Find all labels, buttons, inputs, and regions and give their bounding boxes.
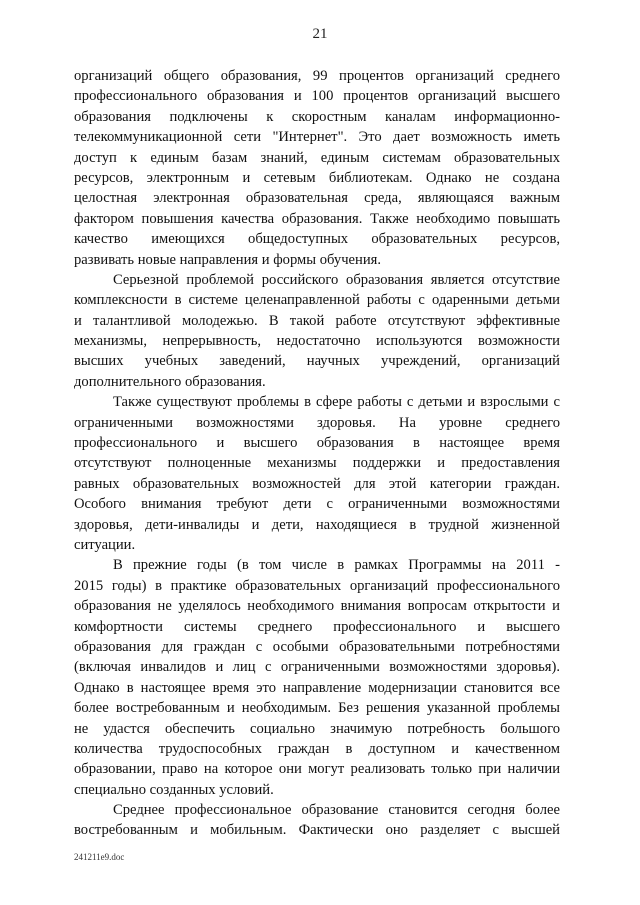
paragraph-line: механизмы, непрерывность, недостаточно используются возможности [74,333,560,350]
paragraph [74,555,560,800]
paragraph [74,392,560,555]
paragraph-line: развивать новые направления и формы обучения. [74,251,382,268]
paragraph-line: специально созданных условий. [74,781,274,798]
paragraph-line: здоровья, дети-инвалиды и дети, находящиеся в трудной жизненной [74,516,560,533]
paragraph-line: ресурсов, электронным и сетевым библиотекам. Однако не создана [74,169,560,186]
paragraph-line: равных образовательных возможностей для этой категории граждан. [74,475,560,492]
paragraph-line: В прежние годы (в том числе в рамках Программы на 2011 - [113,557,560,574]
paragraph-line: телекоммуникационной сети "Интернет". Это дает возможность иметь [74,129,560,146]
paragraph-line: образования не уделялось необходимого внимания вопросам открытости и [74,598,560,615]
paragraph-line: Серьезной проблемой российского образования является отсутствие [113,271,560,288]
paragraph-line: доступ к единым базам знаний, единым системам образовательных [74,149,560,166]
paragraph-line: высших учебных заведений, научных учреждений, организаций [74,353,560,370]
paragraph-line: востребованным и мобильным. Фактически оно разделяет с высшей [74,822,560,839]
paragraph-line: Среднее профессиональное образование становится сегодня более [113,802,560,819]
paragraph-line: более востребованным и необходимым. Без решения указанной проблемы [74,700,560,717]
document-body [74,66,560,841]
paragraph-line: ситуации. [74,536,136,553]
paragraph-line: отсутствуют полноценные механизмы поддержки и предоставления [74,455,560,472]
paragraph-line: образовании, право на которое они могут реализовать только при наличии [74,761,560,778]
paragraph-line: Однако в настоящее время это направление модернизации становится все [74,679,560,696]
paragraph [74,66,560,270]
paragraph-line: целостная электронная образовательная среда, являющаяся важным [74,190,560,207]
paragraph [74,800,560,841]
paragraph-line: профессионального и высшего образования в настоящее время [74,435,560,452]
paragraph-line: образования для граждан с особыми образовательными потребностями [74,638,560,655]
paragraph-line: профессионального образования и 100 процентов организаций высшего [74,88,560,105]
paragraph-line: ограниченными возможностями здоровья. На уровне среднего [74,414,560,431]
paragraph-line: 2015 годы) в практике образовательных организаций профессионального [74,577,560,594]
paragraph-line: количества трудоспособных граждан в доступном и качественном [74,740,560,757]
paragraph-line: комплексности в системе целенаправленной работы с одаренными детьми [74,292,560,309]
paragraph-line: (включая инвалидов и лиц с ограниченными возможностями здоровья). [74,659,560,676]
paragraph-line: не удастся обеспечить социально значимую потребность большого [74,720,560,737]
paragraph-line: качество имеющихся общедоступных образовательных ресурсов, [74,231,560,248]
paragraph-line: дополнительного образования. [74,373,266,390]
paragraph-line: Также существуют проблемы в сфере работы с детьми и взрослыми с [113,394,560,411]
paragraph [74,270,560,392]
paragraph-line: Особого внимания требуют дети с ограниченными возможностями [74,496,560,513]
page-number: 21 [312,26,328,42]
paragraph-line: и талантливой молодежью. В такой работе отсутствуют эффективные [74,312,560,329]
paragraph-line: организаций общего образования, 99 процентов организаций среднего [74,68,560,84]
paragraph-line: образования подключены к скоростным каналам информационно- [74,108,560,125]
paragraph-line: фактором повышения качества образования. Также необходимо повышать [74,210,560,227]
paragraph-line: комфортности системы среднего профессионального и высшего [74,618,560,635]
file-name-footer: 241211e9.doc [74,852,125,862]
